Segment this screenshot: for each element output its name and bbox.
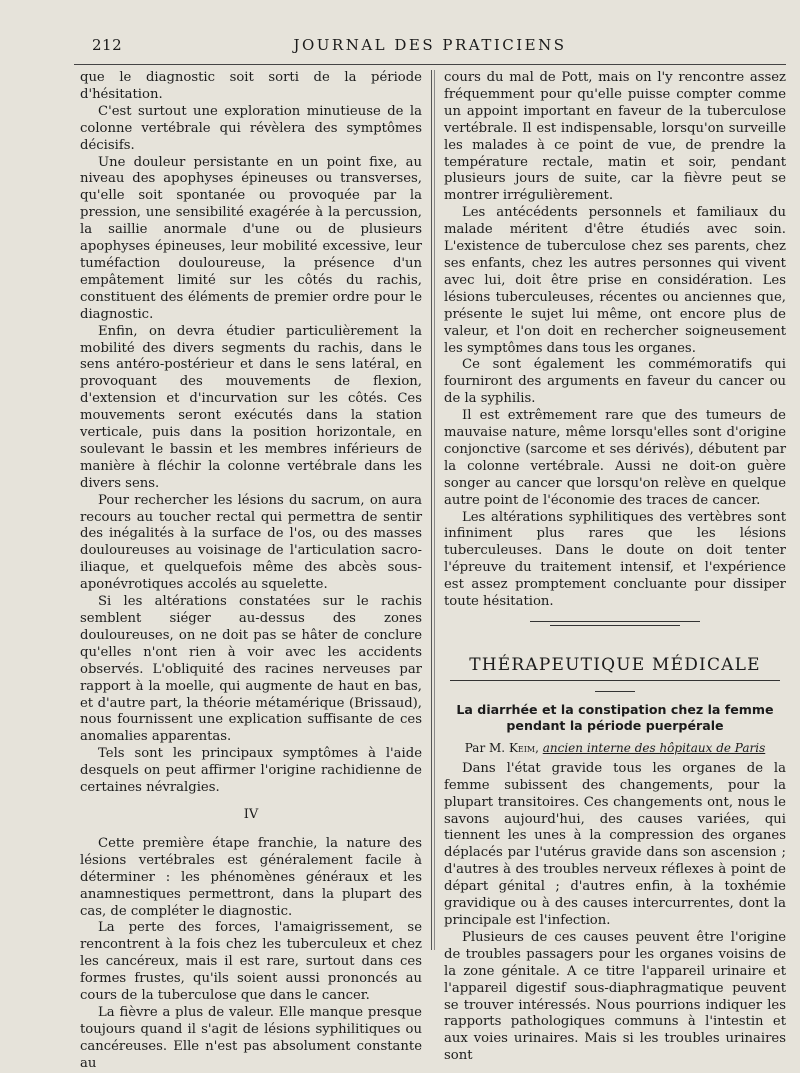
section-title: THÉRAPEUTIQUE MÉDICALE — [469, 655, 761, 675]
paragraph: Ce sont également les commémoratifs qui fourniront des arguments en faveur du cancer ou de la syphilis. — [444, 357, 786, 407]
section-title-rule — [450, 680, 780, 681]
column-divider — [431, 70, 432, 950]
decorative-rule — [530, 619, 700, 629]
paragraph: que le diagnostic soit sorti de la période d'hésitation. — [80, 70, 422, 102]
page-header — [0, 36, 800, 60]
header-rule — [74, 64, 786, 65]
paragraph: Les antécédents personnels et familiaux du malade méritent d'être étudiés avec soin. L'existence de tuberculose chez ses parents, chez ses enfants, chez les autres personnes qui vivent avec lui, doit être prise en considération. Les lésions tuberculeuses, récentes ou anciennes que, présente le sujet lui même, ont encore plus de valeur, et l'on doit en rechercher soigneusement les symptômes dans tous les organes. — [444, 205, 786, 356]
byline-prefix: Par M. — [464, 740, 506, 755]
paragraph: Il est extrêmement rare que des tumeurs de mauvaise nature, même lorsqu'elles sont d'origine conjonctive (sarcome et ses dérivés), débutent par la colonne vertébrale. Aussi ne doit-on guère songer au cancer que lorsqu'on relève en quelque autre point de l'économie des traces de cancer. — [444, 408, 786, 508]
paragraph: Pour rechercher les lésions du sacrum, on aura recours au toucher rectal qui permettra de sentir des inégalités à la surface de l'os, ou des masses douloureuses au voisinage de l'articulation sacro-iliaque, et quelquefois même des abcès sous-aponévrotiques accolés au squelette. — [80, 492, 422, 593]
short-rule — [595, 691, 635, 692]
paragraph: C'est surtout une exploration minutieuse de la colonne vertébrale qui révèlera des symptômes décisifs. — [80, 103, 422, 153]
column-divider-inner — [434, 70, 435, 950]
paragraph: Cette première étape franchie, la nature des lésions vertébrales est généralement facile à déterminer : les phénomènes généraux et les anamnestiques permettront, dans la plupart des cas, de compléter le diagnostic. — [80, 835, 422, 919]
paragraph: Tels sont les principaux symptômes à l'aide desquels on peut affirmer l'origine rachidienne de certaines névralgies. — [80, 746, 422, 796]
paragraph: Dans l'état gravide tous les organes de la femme subissent des changements, pour la plupart transitoires. Ces changements ont, nous le savons aujourd'hui, des causes variées, qui tiennent les unes à la compression des organes déplacés par l'utérus gravide dans son ascension ; d'autres à des troubles nerveux réflexes à point de départ génital ; d'autres enfin, à la toxhémie gravidique ou à des causes intercurrentes, dont la principale est l'infection. — [444, 760, 786, 928]
paragraph: Plusieurs de ces causes peuvent être l'origine de troubles passagers pour les organes voisins de la zone génitale. A ce titre l'appareil urinaire et l'appareil digestif sous-diaphragmatique peuvent se trouver intéressés. Nous pourrions indiquer les rapports pathologiques communs à l'intestin et aux voies urinaires. Mais si les troubles urinaires sont — [444, 929, 786, 1064]
author-title: ancien interne des hôpitaux de Paris — [542, 740, 766, 755]
right-column — [444, 70, 786, 1065]
paragraph: Les altérations syphilitiques des vertèbres sont infiniment plus rares que les lésions tuberculeuses. Dans le doute on doit tenter l'épreuve du traitement intensif, et l'expérience est assez promptement concluante pour dissiper toute hésitation. — [444, 509, 786, 610]
author-name: Keim — [508, 740, 536, 755]
paragraph: Enfin, on devra étudier particulièrement la mobilité des divers segments du rachis, dans le sens antéro-postérieur et dans le sens latéral, en provoquant des mouvements de flexion, d'extension et d'incurvation sur les côtés. Ces mouvements seront exécutés dans la station verticale, puis dans la position horizontale, en soulevant le bassin et les membres inférieurs de manière à fléchir la colonne vertébrale dans les divers sens. — [80, 323, 422, 491]
paragraph: cours du mal de Pott, mais on l'y rencontre assez fréquemment pour qu'elle puisse compter comme un appoint important en faveur de la tuberculose vertébrale. Il est indispensable, lorsqu'on surveille les malades à ce point de vue, de prendre la température rectale, matin et soir, pendant plusieurs jours de suite, car la fièvre peut se montrer irrégulièrement. — [444, 70, 786, 204]
left-column — [80, 70, 422, 1073]
paragraph: La fièvre a plus de valeur. Elle manque presque toujours quand il s'agit de lésions syphilitiques ou cancéreuses. Elle n'est pas absolument constante au — [80, 1004, 422, 1071]
page-number: 212 — [92, 36, 123, 54]
article-title-line: pendant la période puerpérale — [506, 717, 724, 733]
article-title — [444, 702, 786, 734]
article-title-line: La diarrhée et la constipation chez la femme — [456, 701, 774, 717]
paragraph: Si les altérations constatées sur le rachis semblent siéger au-dessus des zones douloureuses, on ne doit pas se hâter de conclure qu'elles n'ont rien à voir avec les accidents observés. L'obliquité des racines nerveuses par rapport à la moelle, qui augmente de haut en bas, et d'autre part, la théorie métamérique (Brissaud), nous fournissent une explication suffisante de ces anomalies apparentas. — [80, 594, 422, 745]
paragraph: Une douleur persistante en un point fixe, au niveau des apophyses épineuses ou transverses, qu'elle soit spontanée ou provoquée par la pression, une sensibilité exagérée à la percussion, la saillie anormale d'une ou de plusieurs apophyses épineuses, leur mobilité excessive, leur tuméfaction douloureuse, la présence d'un empâtement limité sur les côtés du rachis, constituent des éléments de premier ordre pour le diagnostic. — [80, 154, 422, 322]
journal-title: JOURNAL DES PRATICIENS — [293, 36, 567, 54]
byline: Par M. Keim, ancien interne des hôpitaux de Paris — [464, 740, 766, 755]
section-number: IV — [243, 806, 259, 822]
paragraph: La perte des forces, l'amaigrissement, se rencontrent à la fois chez les tuberculeux et chez les cancéreux, mais il est rare, surtout dans ces formes frustes, qu'ils soient aussi prononcés au cours de la tuberculose que dans le cancer. — [80, 920, 422, 1004]
